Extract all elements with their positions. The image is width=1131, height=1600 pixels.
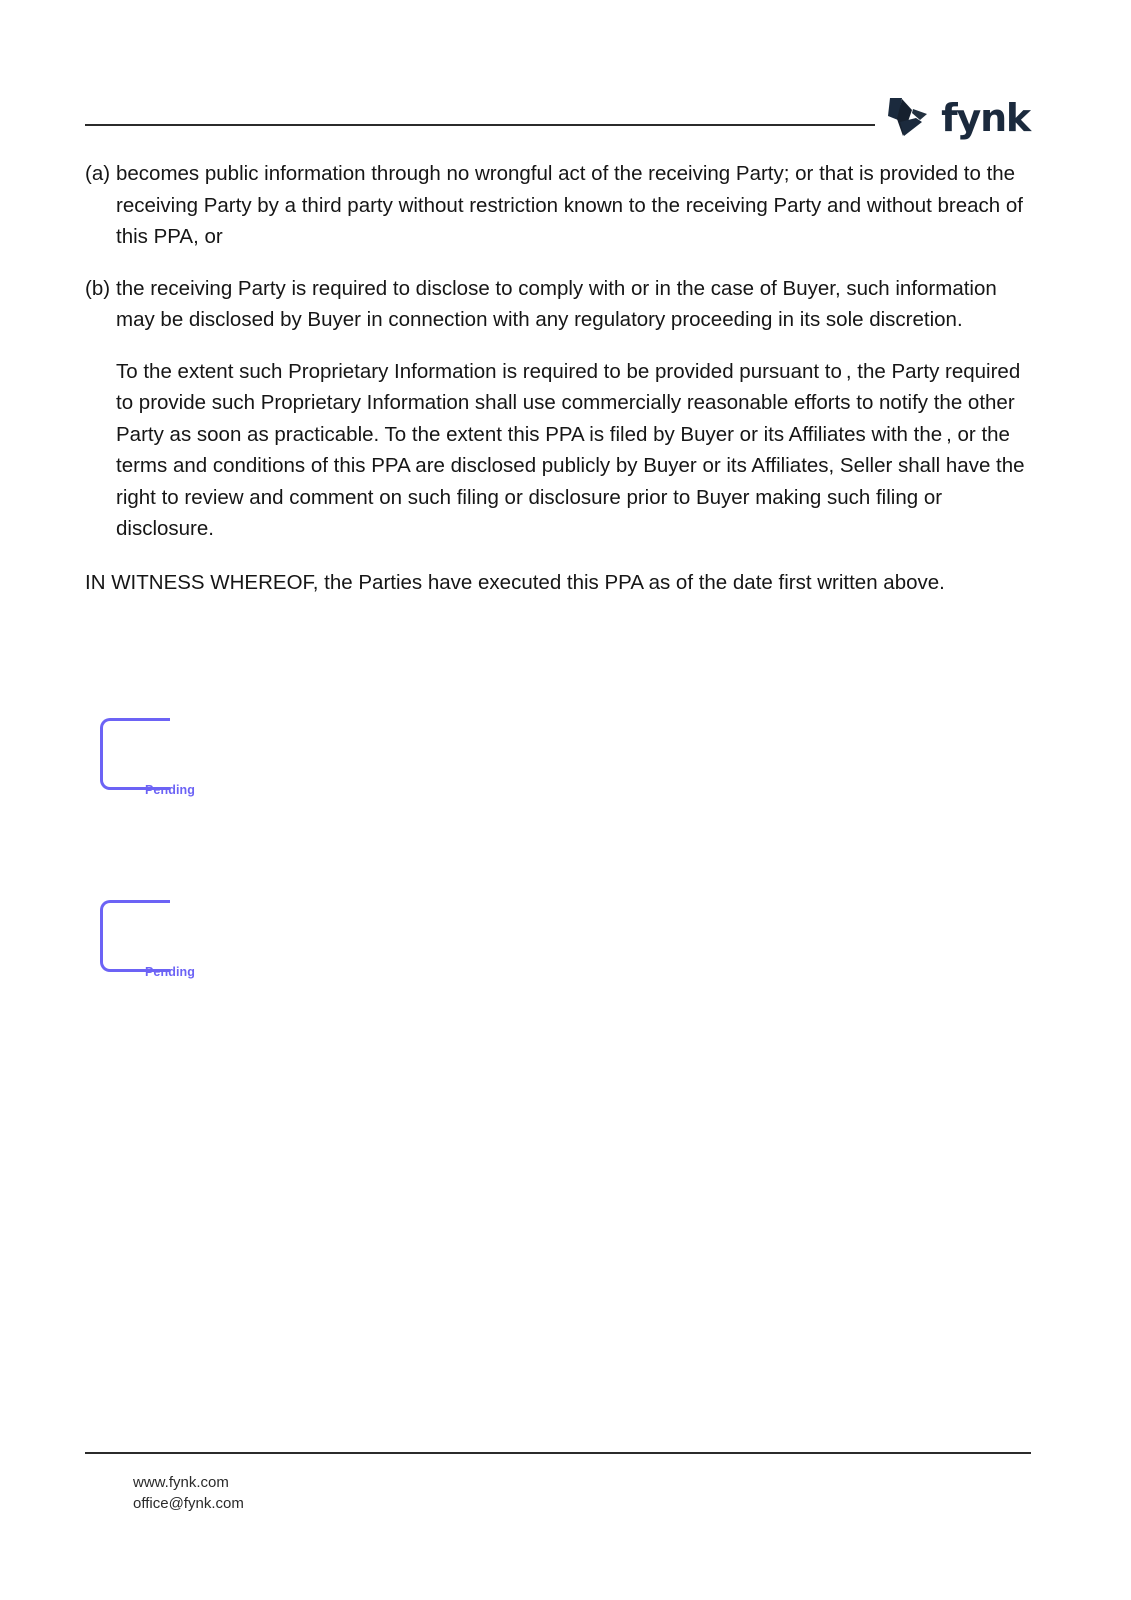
status-badge: Pending — [145, 783, 196, 797]
list-item — [85, 273, 1031, 336]
list-item — [85, 158, 1031, 253]
list-item-marker: (a) — [85, 162, 111, 185]
signature-block[interactable] — [100, 900, 360, 990]
paragraph-lead: To the extent such Proprietary Information is required to be provided pursuant to — [116, 359, 842, 383]
paragraph-tail: , or the terms and conditions of this PPA are disclosed publicly by Buyer or its Affiliates, Seller shall have the right to review and comment on such filing or disclosure prior to Buyer making such filing or disclosure. — [116, 422, 1025, 540]
witness-statement: IN WITNESS WHEREOF, the Parties have executed this PPA as of the date first written above. — [85, 570, 945, 594]
brand-logo — [886, 96, 1030, 140]
paragraph-mid: , the Party required to provide such Proprietary Information shall use commercially reasonable efforts to notify the other Party as soon as practicable. To the extent this PPA is filed by Buyer or its Affiliates with the — [116, 359, 1021, 446]
list-item-marker: (b) — [85, 276, 111, 300]
footer-website[interactable]: www.fynk.com — [133, 1474, 229, 1491]
list-item-text: becomes public information through no wrongful act of the receiving Party; or that is provided to the receiving Party by a third party without restriction known to the receiving Party and without breach of this PPA, or — [116, 162, 1024, 248]
header-divider — [85, 124, 875, 126]
origami-bird-icon — [886, 96, 932, 140]
signature-block[interactable] — [100, 718, 360, 808]
page-header — [85, 96, 1030, 158]
proprietary-information-paragraph — [85, 356, 1031, 545]
brand-name: fynk — [941, 96, 1030, 140]
list-item-text: the receiving Party is required to disclose to comply with or in the case of Buyer, such information may be disclosed by Buyer in connection with any regulatory proceeding in its sole discretion. — [116, 276, 997, 331]
footer-contact — [85, 1472, 1031, 1514]
page-footer — [85, 1452, 1031, 1514]
document-body — [85, 158, 1031, 598]
status-badge: Pending — [145, 965, 196, 979]
footer-divider — [85, 1452, 1031, 1454]
signature-bracket-icon — [100, 900, 170, 972]
footer-email[interactable]: office@fynk.com — [133, 1495, 244, 1512]
signature-bracket-icon — [100, 718, 170, 790]
